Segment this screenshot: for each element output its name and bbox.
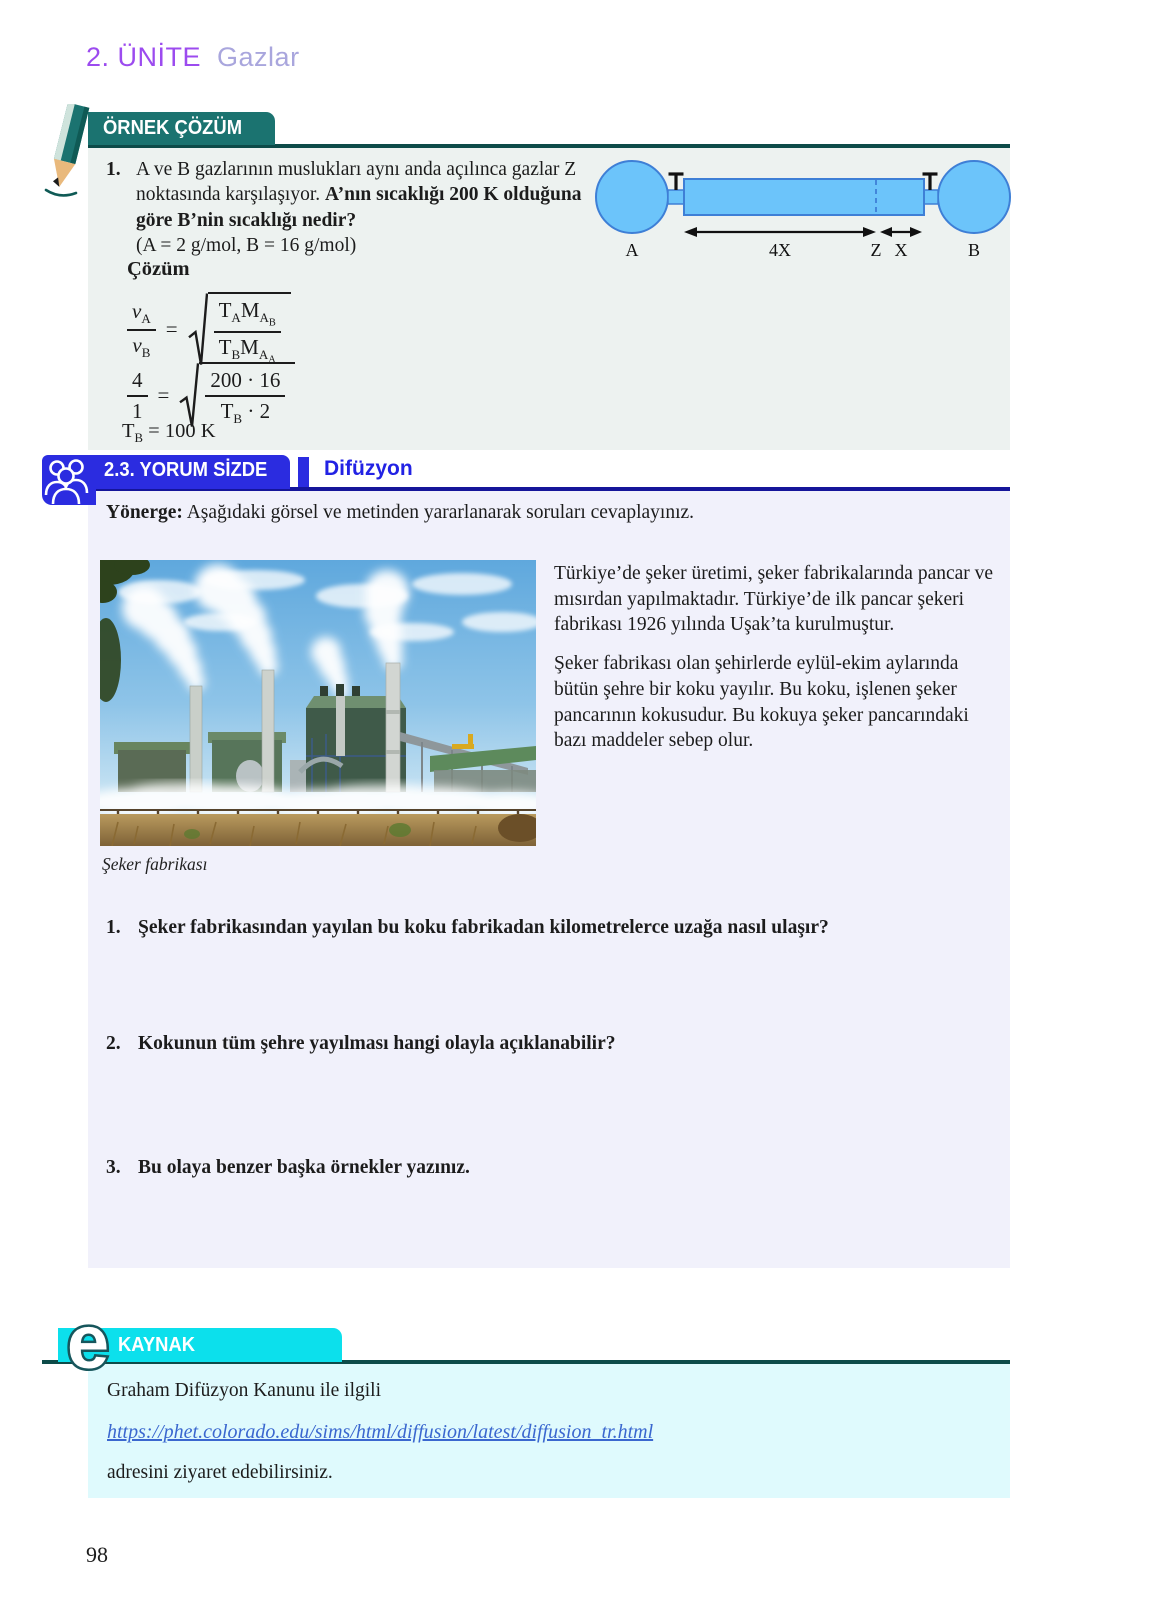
svg-text:e: e — [66, 1302, 110, 1385]
label-x: X — [894, 240, 908, 260]
label-z: Z — [870, 240, 882, 260]
solution-result: $T_B = 100$ K — [122, 420, 216, 446]
e-resource-icon — [46, 1302, 130, 1390]
label-4x: 4X — [769, 240, 791, 260]
ornek-cozum-banner — [88, 112, 275, 145]
problem-text: A ve B gazlarının muslukları aynı anda açılınca gazlar Z noktasında karşılaşıyor. A’nın sıcaklığı 200 K olduğuna göre B’nin sıcaklığı nedir? (A = 2 g/mol, B = 16 g/mol) — [136, 159, 582, 257]
question-2: 2. Kokunun tüm şehre yayılması hangi olayla açıklanabilir? — [106, 1033, 616, 1054]
kaynak-text-2: adresini ziyaret edebilirsiniz. — [107, 1462, 333, 1483]
pencil-icon — [36, 104, 100, 200]
phet-diffusion-link[interactable]: https://phet.colorado.edu/sims/html/diffusion/latest/diffusion_tr.html — [107, 1421, 654, 1443]
distance-arrow-x — [880, 227, 922, 237]
yorum-sizde-title: 2.3. YORUM SİZDE — [104, 459, 268, 481]
problem-given: (A = 2 g/mol, B = 16 g/mol) — [136, 235, 357, 257]
paragraph-2: Şeker fabrikası olan şehirlerde eylül-ekim aylarında bütün şehre bir koku yayılır. Bu koku, işlenen şeker pancarının kokusudur. Bu kokuya şeker pancarındaki bazı maddeler sebep olur. — [554, 653, 969, 752]
distance-arrow-4x — [684, 227, 876, 237]
question-3: 3. Bu olaya benzer başka örnekler yazınız. — [106, 1157, 470, 1178]
radical-sign — [188, 292, 208, 368]
label-b: B — [967, 240, 981, 260]
yorum-sizde-icon-box — [42, 455, 96, 505]
problem-number: 1. — [106, 159, 121, 180]
kaynak-text-1: Graham Difüzyon Kanunu ile ilgili — [107, 1380, 382, 1401]
flask-b — [938, 161, 1010, 233]
equation-substituted: $\frac{4}{1}$ = $\frac{200 \cdot 16}{T_B \cdot 2}$ — [127, 362, 295, 429]
valve-a-icon — [669, 174, 684, 190]
paragraph-1: Türkiye’de şeker üretimi, şeker fabrikalarında pancar ve mısırdan yapılmaktadır. Türkiye’de ilk pancar şekeri fabrikası 1926 yılında Uşak’ta kurulmuştur. — [554, 563, 994, 636]
solution-heading: Çözüm — [127, 258, 190, 280]
equation-graham-law: $\frac{\nu_A}{\nu_B}$ = $\frac{T_AM_{A_B}}{T_BM_{A_A}}$ — [127, 292, 291, 368]
ornek-cozum-title: ÖRNEK ÇÖZÜM — [103, 117, 243, 139]
question-1: 1. Şeker fabrikasından yayılan bu koku fabrikadan kilometrelerce uzağa nasıl ulaşır? — [106, 917, 829, 938]
flask-a — [596, 161, 668, 233]
unit-label: 2. ÜNİTE — [86, 42, 202, 72]
photo-caption: Şeker fabrikası — [102, 854, 208, 874]
topic-subtitle: Difüzyon — [324, 457, 413, 480]
banner-separator — [298, 457, 309, 487]
connecting-tube — [684, 179, 924, 215]
people-group-icon — [42, 455, 96, 505]
sugar-factory-photo — [100, 560, 536, 846]
gas-diffusion-diagram — [592, 150, 1012, 260]
unit-topic: Gazlar — [217, 42, 300, 72]
reading-text — [554, 561, 996, 767]
label-a: A — [625, 240, 639, 260]
problem-statement — [106, 157, 598, 258]
directive-line: Yönerge: Aşağıdaki görsel ve metinden yararlanarak soruları cevaplayınız. — [106, 502, 695, 523]
equals-sign: = — [157, 383, 170, 408]
equals-sign: = — [165, 317, 178, 342]
page-header — [86, 42, 300, 73]
page-number: 98 — [86, 1542, 108, 1567]
kaynak-title: KAYNAK — [118, 1333, 196, 1356]
